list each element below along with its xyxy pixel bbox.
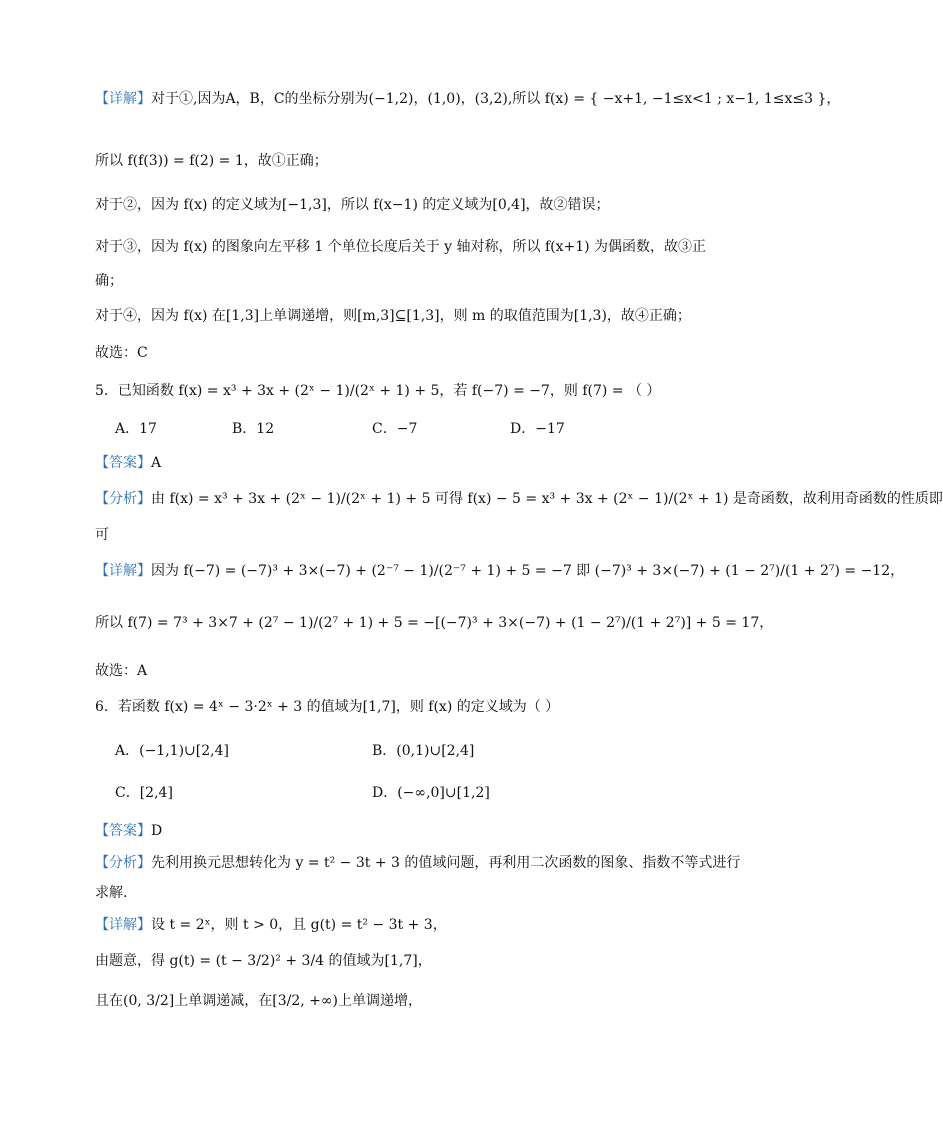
q5-option-a: A．17 <box>115 421 157 437</box>
detail-tag: 【详解】 <box>95 91 151 107</box>
q5-analysis: 【分析】由 f(x) = x³ + 3x + (2ˣ − 1)/(2ˣ + 1) + 5 可得 f(x) − 5 = x³ + 3x + (2ˣ − 1)/(2ˣ + 1) 是奇函数，故利用奇函数的性质即 <box>95 491 943 507</box>
q5-detail: 【详解】因为 f(−7) = (−7)³ + 3×(−7) + (2⁻⁷ − 1)/(2⁻⁷ + 1) + 5 = −7 即 (−7)³ + 3×(−7) + (1 − 2⁷)/(1 + 2⁷) = −12， <box>95 563 905 579</box>
q5-answer: 【答案】A <box>95 455 162 471</box>
q6-option-c: C．[2,4] <box>115 785 173 801</box>
detail-line-2: 所以 f(f(3)) = f(2) = 1，故①正确； <box>95 153 328 169</box>
question-6-stem: 6．若函数 f(x) = 4ˣ − 3·2ˣ + 3 的值域为[1,7]，则 f(x) 的定义域为（ ） <box>95 699 560 715</box>
q6-option-b: B．(0,1)∪[2,4] <box>372 743 475 759</box>
detail-line-4: 对于③，因为 f(x) 的图象向左平移 1 个单位长度后关于 y 轴对称，所以 f(x+1) 为偶函数，故③正 <box>95 239 707 255</box>
q6-answer: 【答案】D <box>95 823 163 839</box>
detail-line-6: 对于④，因为 f(x) 在[1,3]上单调递增，则[m,3]⊆[1,3]，则 m 的取值范围为[1,3)，故④正确； <box>95 308 691 324</box>
detail-select: 故选：C <box>95 345 148 361</box>
q5-option-b: B．12 <box>232 421 275 437</box>
q6-detail: 【详解】设 t = 2ˣ，则 t > 0，且 g(t) = t² − 3t + 3， <box>95 917 447 933</box>
detail-line-1: 【详解】对于①,因为A，B，C的坐标分别为(−1,2)，(1,0)，(3,2),所以 f(x) = { −x+1, −1≤x<1 ; x−1, 1≤x≤3 }， <box>95 91 841 107</box>
q5-detail-2: 所以 f(7) = 7³ + 3×7 + (2⁷ − 1)/(2⁷ + 1) + 5 = −[(−7)³ + 3×(−7) + (1 − 2⁷)/(1 + 2⁷)] + 5 = 17， <box>95 615 774 631</box>
q6-detail-2: 由题意，得 g(t) = (t − 3/2)² + 3/4 的值域为[1,7]， <box>95 953 432 969</box>
q5-option-d: D．−17 <box>510 421 565 437</box>
q5-select: 故选：A <box>95 663 148 679</box>
q6-option-d: D．(−∞,0]∪[1,2] <box>372 785 490 801</box>
q6-analysis: 【分析】先利用换元思想转化为 y = t² − 3t + 3 的值域问题，再利用二次函数的图象、指数不等式进行 <box>95 855 741 871</box>
q6-analysis-2: 求解. <box>95 885 128 901</box>
detail-line-5: 确； <box>95 273 123 289</box>
detail-line-3: 对于②，因为 f(x) 的定义域为[−1,3]，所以 f(x−1) 的定义域为[0,4]，故②错误； <box>95 197 610 213</box>
q5-analysis-2: 可 <box>95 527 109 543</box>
q6-detail-3: 且在(0, 3/2]上单调递减，在[3/2, +∞)上单调递增， <box>95 993 423 1009</box>
question-5-stem: 5．已知函数 f(x) = x³ + 3x + (2ˣ − 1)/(2ˣ + 1) + 5，若 f(−7) = −7，则 f(7) = （ ） <box>95 383 661 399</box>
q6-option-a: A．(−1,1)∪[2,4] <box>115 743 229 759</box>
q5-option-c: C．−7 <box>372 421 418 437</box>
